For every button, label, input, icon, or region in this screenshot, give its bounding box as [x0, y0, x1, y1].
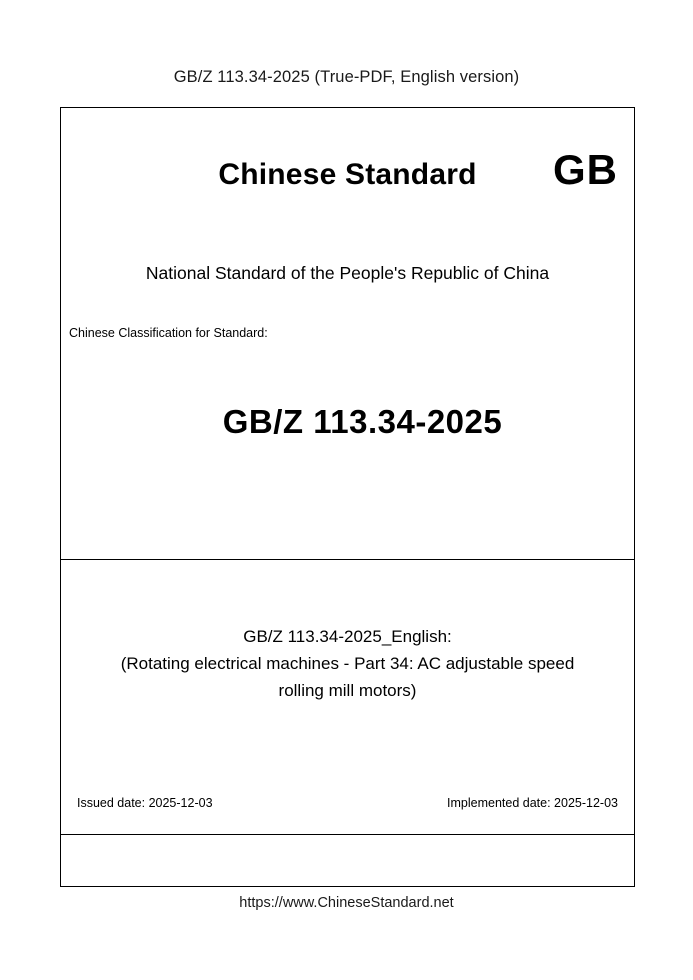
cover-subtitle: National Standard of the People's Republic of China	[145, 263, 550, 283]
implemented-date: Implemented date: 2025-12-03	[447, 796, 618, 810]
english-title-block	[61, 623, 634, 704]
cover-footer-bar	[61, 835, 634, 884]
cover-upper-section	[61, 108, 634, 560]
english-title-line-3: rolling mill motors)	[278, 681, 417, 700]
source-website-link[interactable]: https://www.ChineseStandard.net	[239, 895, 454, 911]
page-title: GB/Z 113.34-2025 (True-PDF, English version)	[173, 68, 520, 86]
issued-date: Issued date: 2025-12-03	[77, 796, 213, 810]
standard-number: GB/Z 113.34-2025	[222, 403, 503, 440]
gb-logo-mark: GB	[553, 146, 618, 193]
cover-main-title: Chinese Standard	[218, 158, 477, 191]
dates-row	[61, 796, 634, 810]
english-title-line-2: (Rotating electrical machines - Part 34: AC adjustable speed	[120, 654, 575, 673]
english-title-line-1: GB/Z 113.34-2025_English:	[243, 627, 452, 646]
cover-frame	[60, 107, 635, 887]
classification-label: Chinese Classification for Standard:	[69, 326, 268, 340]
cover-lower-section	[61, 560, 634, 835]
